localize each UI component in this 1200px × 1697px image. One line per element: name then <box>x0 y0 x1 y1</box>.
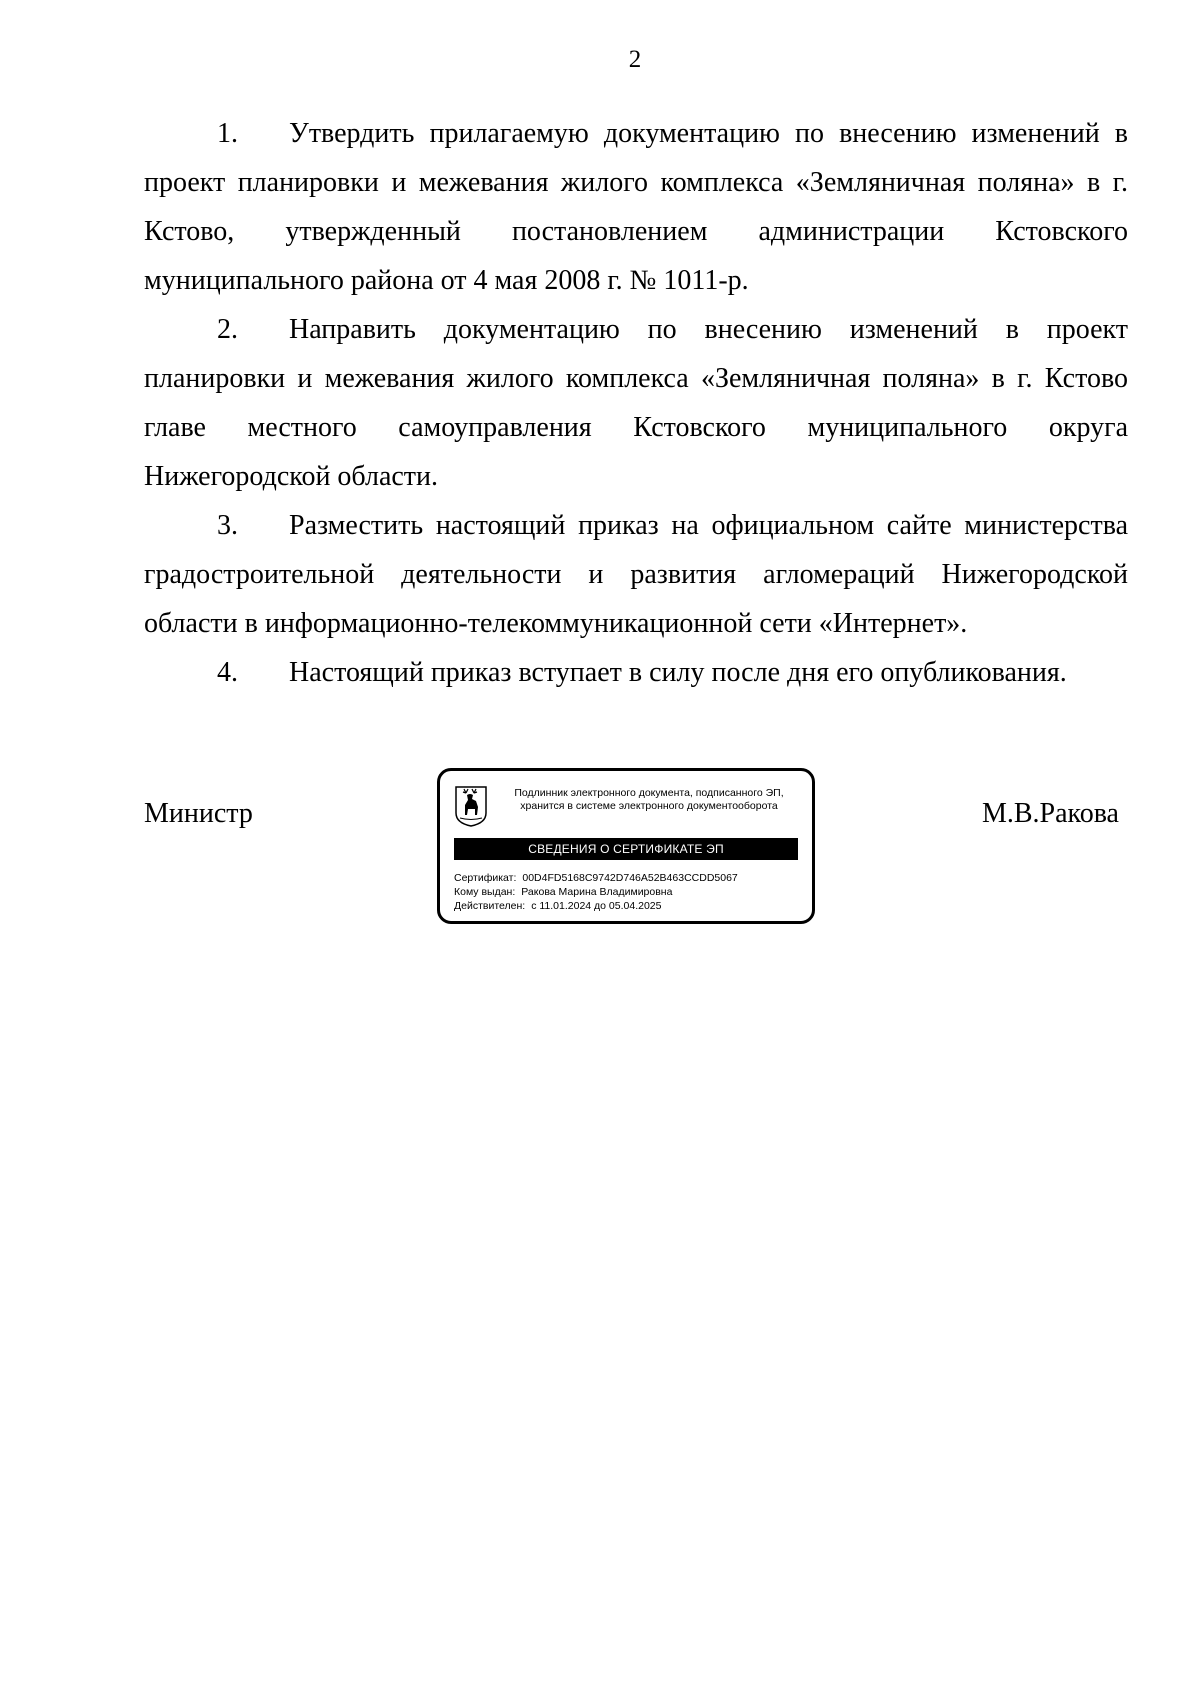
certificate-label: Сертификат: <box>454 872 517 884</box>
document-body <box>144 109 1128 697</box>
electronic-signature-stamp <box>437 768 815 924</box>
certificate-line <box>454 871 738 885</box>
nizhny-novgorod-deer-emblem-icon <box>454 785 488 827</box>
issued-to-line <box>454 885 738 899</box>
paragraph-2 <box>144 305 1128 501</box>
stamp-header: СВЕДЕНИЯ О СЕРТИФИКАТЕ ЭП <box>454 838 798 860</box>
paragraph-number: 2. <box>217 314 238 345</box>
issued-to-label: Кому выдан: <box>454 886 516 898</box>
paragraph-text: Разместить настоящий приказ на официальном сайте министерства градостроительной деятельности и развития агломераций Нижегородской области в информационно-телекоммуникационной сети «Интернет». <box>144 510 1128 639</box>
paragraph-number: 4. <box>217 657 238 688</box>
certificate-value: 00D4FD5168C9742D746A52B463CCDD5067 <box>522 872 738 884</box>
stamp-note-line: Подлинник электронного документа, подписанного ЭП, <box>514 787 784 799</box>
paragraph-number: 3. <box>217 510 238 541</box>
paragraph-text: Направить документацию по внесению изменений в проект планировки и межевания жилого комплекса «Земляничная поляна» в г. Кстово главе местного самоуправления Кстовского муниципального округа Нижегородской области. <box>144 314 1128 492</box>
paragraph-text: Настоящий приказ вступает в силу после дня его опубликования. <box>289 657 1067 688</box>
stamp-note <box>490 787 808 813</box>
validity-line <box>454 899 738 913</box>
paragraph-number: 1. <box>217 118 238 149</box>
paragraph-4 <box>144 648 1128 697</box>
paragraph-text: Утвердить прилагаемую документацию по внесению изменений в проект планировки и межевания жилого комплекса «Земляничная поляна» в г. Кстово, утвержденный постановлением администрации Кстовского муниципального района от 4 мая 2008 г. № 1011-р. <box>144 118 1128 296</box>
signatory-title: Министр <box>144 798 253 829</box>
paragraph-1 <box>144 109 1128 305</box>
validity-value: с 11.01.2024 до 05.04.2025 <box>531 900 662 912</box>
paragraph-3 <box>144 501 1128 648</box>
signatory-name: М.В.Ракова <box>981 798 1119 829</box>
validity-label: Действителен: <box>454 900 526 912</box>
stamp-details <box>454 871 738 913</box>
page-number: 2 <box>628 46 642 73</box>
stamp-note-line: хранится в системе электронного документооборота <box>520 800 778 812</box>
issued-to-value: Ракова Марина Владимировна <box>521 886 673 898</box>
